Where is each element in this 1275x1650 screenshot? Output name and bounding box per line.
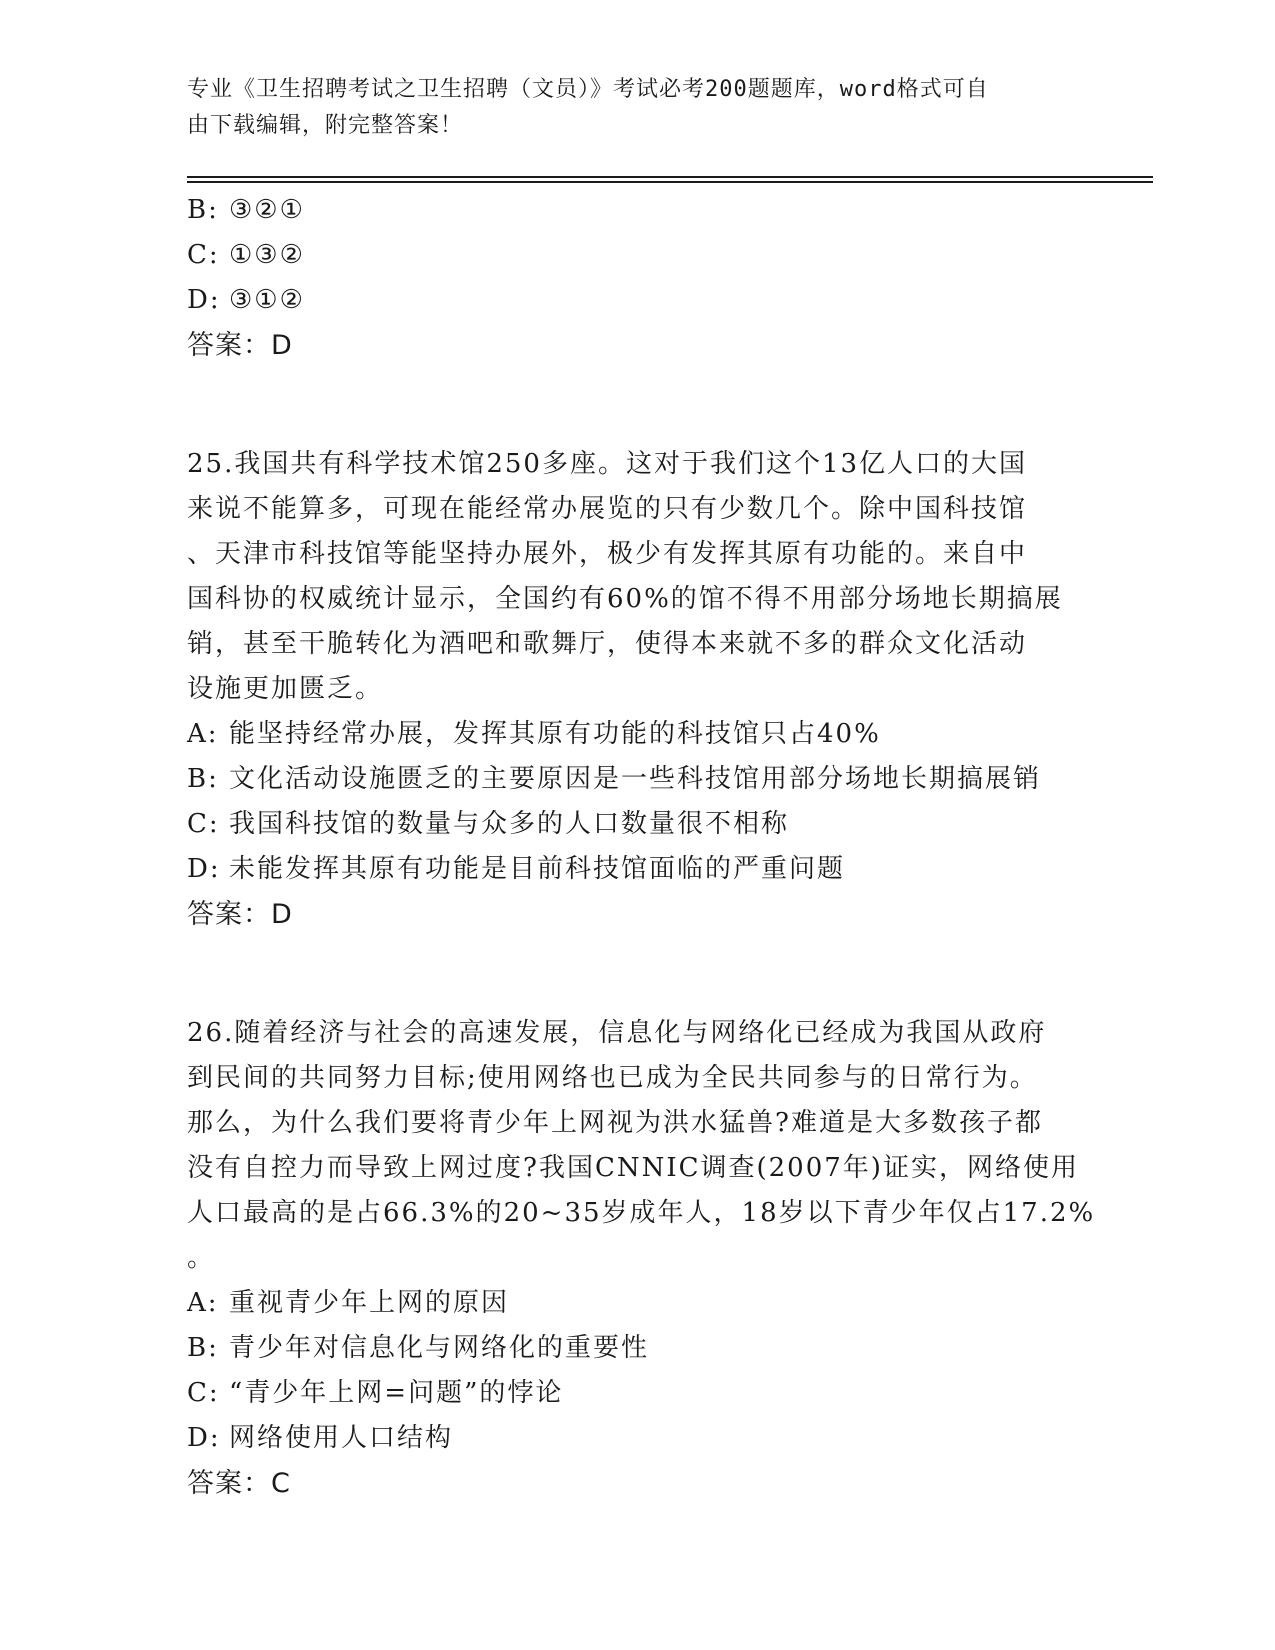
question-text-line: 销，甚至干脆转化为酒吧和歌舞厅，使得本来就不多的群众文化活动 xyxy=(187,629,1028,659)
option-text: “青少年上网=问题”的悖论 xyxy=(229,1378,564,1408)
question-26 xyxy=(187,1011,1096,1506)
option-label: D: xyxy=(187,854,221,884)
question-text-line: 没有自控力而导致上网过度?我国CNNIC调查(2007年)证实，网络使用 xyxy=(187,1153,1079,1183)
question-text-line: 、天津市科技馆等能坚持办展外，极少有发挥其原有功能的。来自中 xyxy=(187,539,1028,569)
header-rule-top xyxy=(187,176,1153,178)
option-text: 文化活动设施匮乏的主要原因是一些科技馆用部分场地长期搞展销 xyxy=(229,764,1042,794)
question-text-line: 设施更加匮乏。 xyxy=(187,674,384,704)
option-c xyxy=(187,1371,1087,1416)
question-text-line: 到民间的共同努力目标;使用网络也已成为全民共同参与的日常行为。 xyxy=(187,1063,1038,1093)
option-text: 未能发挥其原有功能是目前科技馆面临的严重问题 xyxy=(229,854,846,884)
option-b xyxy=(187,757,1087,802)
option-a xyxy=(187,1281,1087,1326)
option-c xyxy=(187,802,1087,847)
option-label: A: xyxy=(187,1288,219,1318)
option-label: A: xyxy=(187,719,219,749)
question-text-line: 国科协的权威统计显示，全国约有60%的馆不得不用部分场地长期搞展 xyxy=(187,584,1063,614)
option-d xyxy=(187,278,1087,323)
option-a xyxy=(187,712,1087,757)
option-label: C: xyxy=(187,1378,220,1408)
option-label: B: xyxy=(187,764,219,794)
option-label: D: xyxy=(187,1423,221,1453)
option-c xyxy=(187,233,1087,278)
option-d xyxy=(187,847,1087,892)
answer: 答案：C xyxy=(187,1468,291,1499)
option-label: C: xyxy=(187,240,220,270)
option-label: B: xyxy=(187,1333,219,1363)
question-text-line: 那么，为什么我们要将青少年上网视为洪水猛兽?难道是大多数孩子都 xyxy=(187,1108,1043,1138)
option-text: 能坚持经常办展，发挥其原有功能的科技馆只占40% xyxy=(229,719,881,749)
option-text: 重视青少年上网的原因 xyxy=(229,1288,510,1318)
question-text-line: 人口最高的是占66.3%的20~35岁成年人，18岁以下青少年仅占17.2% xyxy=(187,1198,1096,1228)
answer: 答案：D xyxy=(187,330,293,361)
question-24-tail xyxy=(187,188,1087,368)
option-text: ③①② xyxy=(229,285,305,315)
option-text: ③②① xyxy=(229,195,305,225)
option-label: C: xyxy=(187,809,220,839)
option-text: ①③② xyxy=(229,240,305,270)
option-b xyxy=(187,188,1087,233)
question-text-line: 来说不能算多，可现在能经常办展览的只有少数几个。除中国科技馆 xyxy=(187,494,1028,524)
option-d xyxy=(187,1416,1087,1461)
document-header xyxy=(187,72,1067,144)
question-text-line: 。 xyxy=(187,1243,216,1273)
header-line-2: 由下载编辑，附完整答案！ xyxy=(187,113,464,138)
option-b xyxy=(187,1326,1087,1371)
header-rule-bottom xyxy=(187,181,1153,183)
question-25 xyxy=(187,442,1087,937)
option-label: B: xyxy=(187,195,219,225)
option-text: 我国科技馆的数量与众多的人口数量很不相称 xyxy=(229,809,790,839)
header-line-1: 专业《卫生招聘考试之卫生招聘（文员）》考试必考200题题库，word格式可自 xyxy=(187,77,989,102)
document-body xyxy=(187,188,1096,1506)
option-text: 网络使用人口结构 xyxy=(229,1423,454,1453)
answer: 答案：D xyxy=(187,899,293,930)
option-text: 青少年对信息化与网络化的重要性 xyxy=(229,1333,650,1363)
question-text-line: 26.随着经济与社会的高速发展，信息化与网络化已经成为我国从政府 xyxy=(187,1018,1047,1048)
question-text-line: 25.我国共有科学技术馆250多座。这对于我们这个13亿人口的大国 xyxy=(187,449,1028,479)
option-label: D: xyxy=(187,285,221,315)
